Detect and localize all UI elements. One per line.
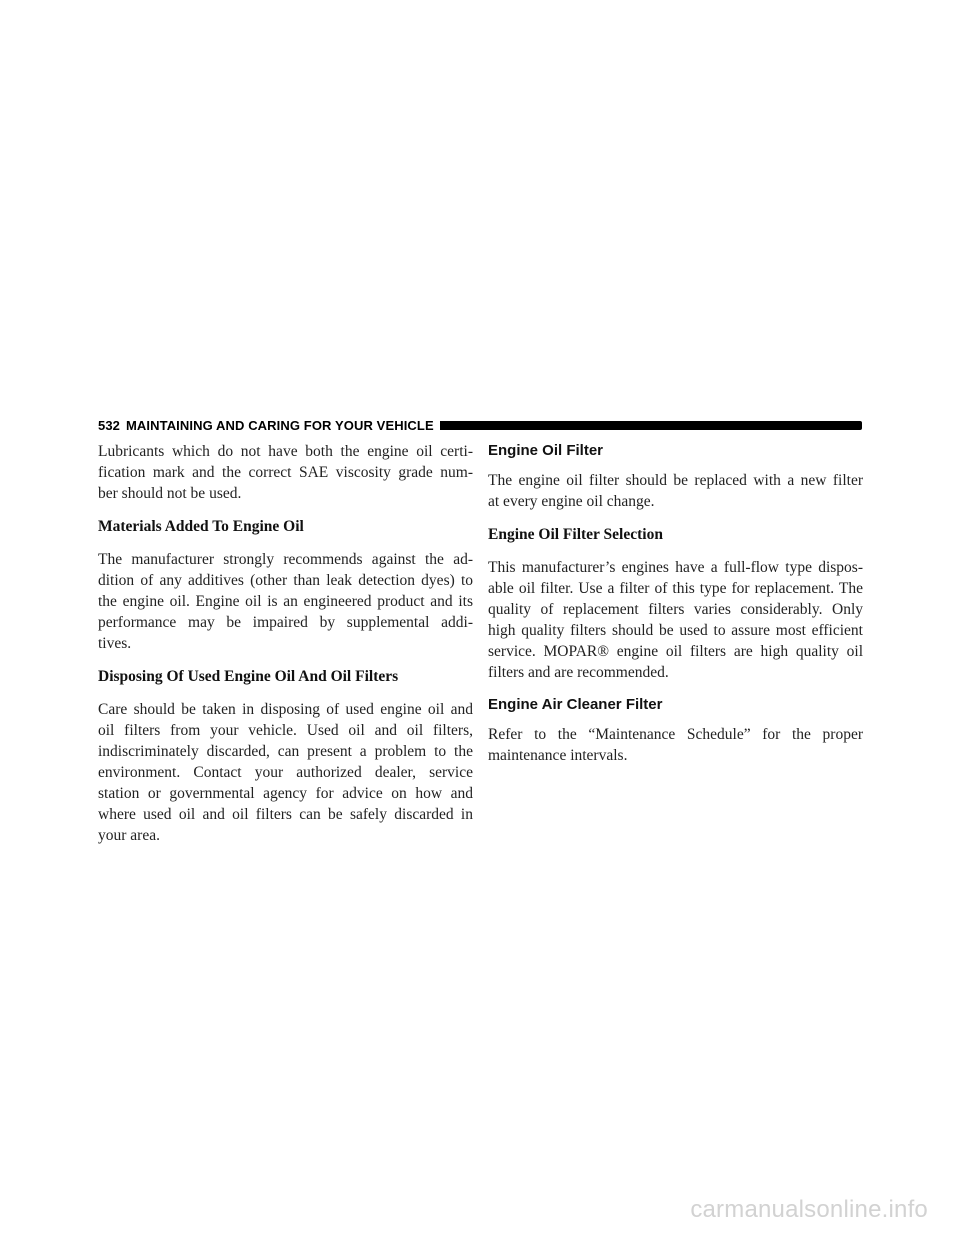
text-line: indiscriminately discarded, can present a problem to the xyxy=(98,743,473,760)
text-line: dition of any additives (other than leak detection dyes) to xyxy=(98,572,473,589)
text-line: This manufacturer’s engines have a full-flow type dispos- xyxy=(488,559,863,576)
heading-filter-selection: Engine Oil Filter Selection xyxy=(488,526,663,543)
paragraph-disposal xyxy=(98,699,473,846)
paragraph-lubricants xyxy=(98,441,473,504)
text-line: where used oil and oil filters can be safely discarded in xyxy=(98,806,473,823)
text-line: ber should not be used. xyxy=(98,485,242,502)
text-line: filters and are recommended. xyxy=(488,664,669,681)
section-title: MAINTAINING AND CARING FOR YOUR VEHICLE xyxy=(126,417,434,433)
text-line: your area. xyxy=(98,827,160,844)
text-line: able oil filter. Use a filter of this type for replacement. The xyxy=(488,580,863,597)
text-line: Care should be taken in disposing of used engine oil and xyxy=(98,701,473,718)
text-line: Refer to the “Maintenance Schedule” for the proper xyxy=(488,726,863,743)
text-line: The engine oil filter should be replaced with a new filter xyxy=(488,472,863,489)
text-line: service. MOPAR® engine oil filters are high quality oil xyxy=(488,643,863,660)
left-column xyxy=(98,441,473,846)
running-header xyxy=(98,416,862,434)
heading-disposing-oil: Disposing Of Used Engine Oil And Oil Filters xyxy=(98,668,399,685)
text-line: station or governmental agency for advice on how and xyxy=(98,785,473,802)
page-number: 532 xyxy=(98,417,120,433)
text-line: high quality filters should be used to assure most efficient xyxy=(488,622,863,639)
paragraph-additives xyxy=(98,549,473,654)
text-line: fication mark and the correct SAE viscosity grade num- xyxy=(98,464,473,481)
heading-air-cleaner-filter: Engine Air Cleaner Filter xyxy=(488,696,663,713)
text-line: quality of replacement filters varies considerably. Only xyxy=(488,601,863,618)
text-line: The manufacturer strongly recommends against the ad- xyxy=(98,551,473,568)
header-rule xyxy=(440,421,862,430)
text-line: oil filters from your vehicle. Used oil and oil filters, xyxy=(98,722,473,739)
heading-materials-added: Materials Added To Engine Oil xyxy=(98,518,304,535)
paragraph-filter-replacement xyxy=(488,470,863,512)
text-line: the engine oil. Engine oil is an engineered product and its xyxy=(98,593,473,610)
paragraph-air-cleaner xyxy=(488,724,863,766)
watermark: carmanualsonline.info xyxy=(690,1196,928,1223)
text-line: maintenance intervals. xyxy=(488,747,628,764)
text-line: at every engine oil change. xyxy=(488,493,655,510)
text-line: performance may be impaired by supplemental addi- xyxy=(98,614,473,631)
heading-engine-oil-filter: Engine Oil Filter xyxy=(488,442,604,459)
text-line: Lubricants which do not have both the engine oil certi- xyxy=(98,443,473,460)
paragraph-filter-selection xyxy=(488,557,863,683)
text-line: tives. xyxy=(98,635,132,652)
text-line: environment. Contact your authorized dealer, service xyxy=(98,764,473,781)
right-column xyxy=(488,441,863,766)
